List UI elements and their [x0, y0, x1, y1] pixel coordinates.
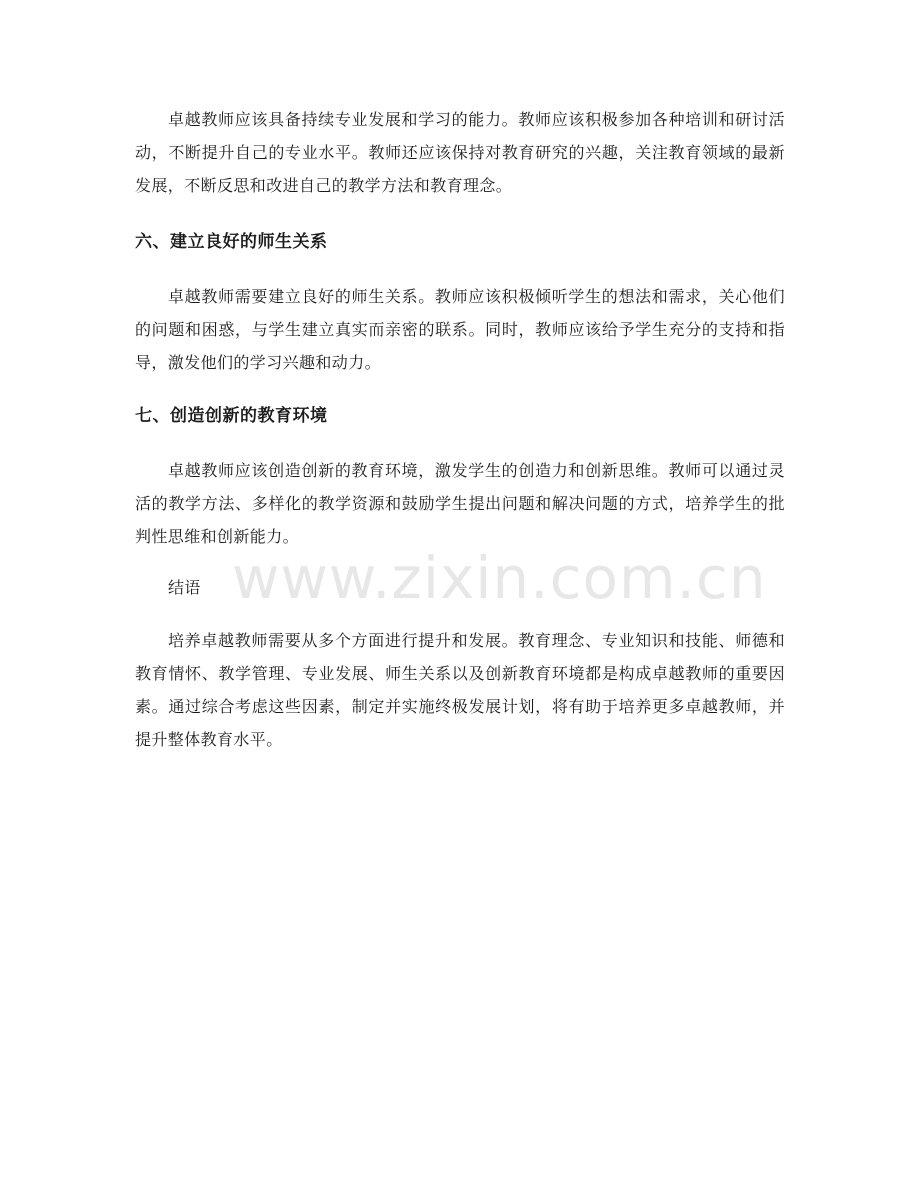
paragraph-teacher-student-relationship: 卓越教师需要建立良好的师生关系。教师应该积极倾听学生的想法和需求，关心他们的问题和困惑，与学生建立真实而亲密的联系。同时，教师应该给予学生充分的支持和指导，激发他们的学习兴趣和动力。 — [135, 287, 785, 372]
paragraph-professional-development: 卓越教师应该具备持续专业发展和学习的能力。教师应该积极参加各种培训和研讨活动，不断提升自己的专业水平。教师还应该保持对教育研究的兴趣，关注教育领域的最新发展，不断反思和改进自己的教学方法和教育理念。 — [135, 110, 785, 195]
paragraph-conclusion: 培养卓越教师需要从多个方面进行提升和发展。教育理念、专业知识和技能、师德和教育情怀、教学管理、专业发展、师生关系以及创新教育环境都是构成卓越教师的重要因素。通过综合考虑这些因素，制定并实施终极发展计划，将有助于培养更多卓越教师，并提升整体教育水平。 — [135, 631, 785, 749]
watermark-text: www.zixin.com.cn — [232, 544, 767, 612]
section-heading-teacher-student-relationship: 六、建立良好的师生关系 — [135, 232, 328, 252]
paragraph-innovative-environment: 卓越教师应该创造创新的教育环境，激发学生的创造力和创新思维。教师可以通过灵活的教学方法、多样化的教学资源和鼓励学生提出问题和解决问题的方式，培养学生的批判性思维和创新能力。 — [135, 461, 785, 546]
conclusion-label: 结语 — [168, 578, 201, 597]
section-heading-innovative-environment: 七、创造创新的教育环境 — [135, 406, 328, 426]
